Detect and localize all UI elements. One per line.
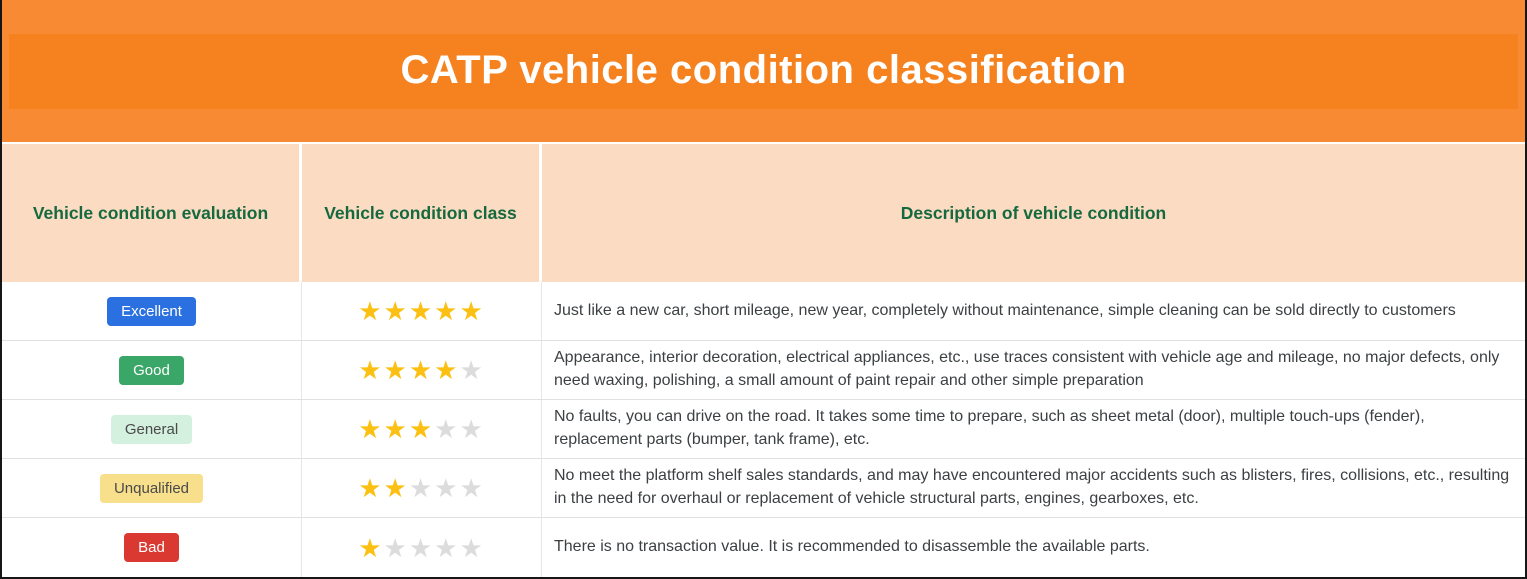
evaluation-cell	[2, 518, 302, 577]
table-row	[2, 282, 1525, 341]
evaluation-cell	[2, 341, 302, 399]
star-filled-icon: ★	[358, 532, 384, 563]
star-rating	[358, 475, 485, 501]
column-header-description: Description of vehicle condition	[900, 202, 1167, 223]
star-empty-icon: ★	[459, 532, 485, 563]
banner-title-block	[9, 34, 1518, 109]
star-rating	[358, 357, 485, 383]
star-rating	[358, 416, 485, 442]
star-filled-icon: ★	[408, 355, 435, 385]
class-cell	[302, 400, 542, 458]
table-body	[2, 282, 1525, 577]
column-header-evaluation: Vehicle condition evaluation	[2, 144, 302, 282]
star-empty-icon: ★	[459, 414, 485, 444]
star-filled-icon: ★	[358, 296, 384, 326]
banner	[2, 0, 1525, 142]
star-rating	[358, 298, 485, 324]
star-filled-icon: ★	[408, 414, 435, 444]
star-empty-icon: ★	[408, 532, 435, 563]
table-row	[2, 518, 1525, 577]
evaluation-cell	[2, 400, 302, 458]
class-cell	[302, 518, 542, 577]
description-cell	[542, 518, 1525, 577]
star-filled-icon: ★	[358, 414, 384, 444]
table-row	[2, 459, 1525, 518]
star-filled-icon: ★	[408, 296, 435, 326]
evaluation-cell	[2, 282, 302, 340]
class-cell	[302, 282, 542, 340]
star-empty-icon: ★	[434, 473, 460, 503]
column-header-class: Vehicle condition class	[302, 144, 542, 282]
page-title: CATP vehicle condition classification	[400, 47, 1127, 92]
description-cell	[542, 282, 1525, 340]
description-cell	[542, 459, 1525, 517]
description-cell	[542, 341, 1525, 399]
star-filled-icon: ★	[434, 355, 460, 385]
evaluation-badge: Good	[119, 356, 184, 385]
star-filled-icon: ★	[434, 296, 460, 326]
star-filled-icon: ★	[383, 414, 409, 444]
table-row	[2, 341, 1525, 400]
description-text: No meet the platform shelf sales standards, and may have encountered major accidents such as blisters, fires, collisions, etc., resulting in the need for overhaul or replacement of vehicle structural parts, engines, gearboxes, etc.	[554, 467, 1510, 507]
star-rating	[358, 532, 485, 563]
description-text: No faults, you can drive on the road. It takes some time to prepare, such as sheet metal (door), multiple touch-ups (fender), replacement parts (bumper, tank frame), etc.	[554, 408, 1425, 448]
star-filled-icon: ★	[383, 355, 409, 385]
star-empty-icon: ★	[408, 473, 435, 503]
evaluation-badge: General	[111, 415, 192, 444]
class-cell	[302, 341, 542, 399]
evaluation-badge: Excellent	[107, 297, 196, 326]
evaluation-badge: Bad	[124, 533, 179, 562]
evaluation-cell	[2, 459, 302, 517]
star-empty-icon: ★	[459, 473, 485, 503]
star-filled-icon: ★	[358, 355, 384, 385]
star-filled-icon: ★	[383, 473, 409, 503]
star-empty-icon: ★	[434, 414, 460, 444]
description-text: Just like a new car, short mileage, new year, completely without maintenance, simple cleaning can be sold directly to customers	[554, 301, 1456, 319]
star-filled-icon: ★	[358, 473, 384, 503]
star-filled-icon: ★	[383, 296, 409, 326]
star-empty-icon: ★	[383, 532, 409, 563]
description-cell	[542, 400, 1525, 458]
table-header-row	[2, 142, 1525, 282]
table-row	[2, 400, 1525, 459]
evaluation-badge: Unqualified	[100, 474, 203, 503]
star-filled-icon: ★	[459, 296, 485, 326]
star-empty-icon: ★	[459, 355, 485, 385]
class-cell	[302, 459, 542, 517]
description-text: Appearance, interior decoration, electrical appliances, etc., use traces consistent with vehicle age and mileage, no major defects, only need waxing, polishing, a small amount of paint repair and other simple preparation	[554, 349, 1500, 389]
description-text: There is no transaction value. It is recommended to disassemble the available parts.	[554, 538, 1150, 556]
star-empty-icon: ★	[434, 532, 460, 563]
